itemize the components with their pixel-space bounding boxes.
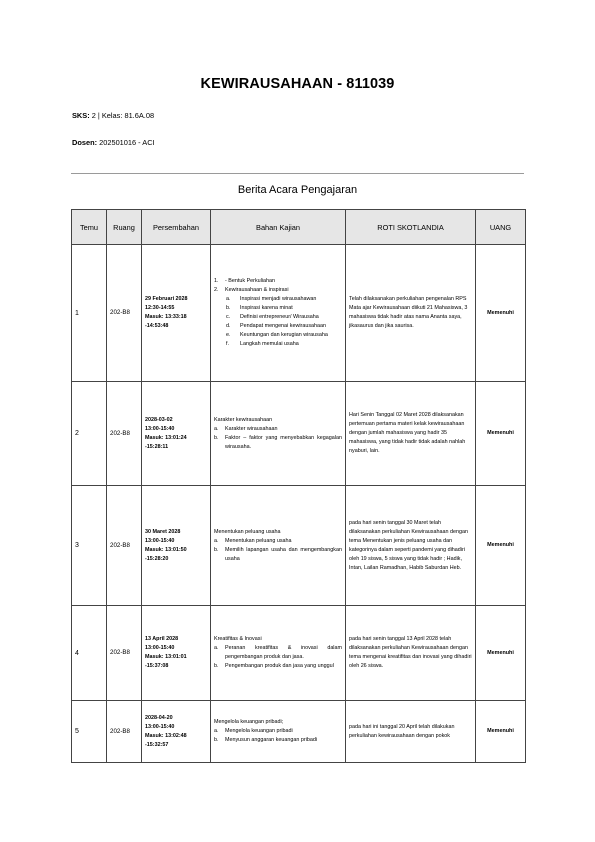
- bahan-item-marker: a.: [226, 296, 231, 302]
- bahan-item-text: Definisi entrepreneur/ Wirausaha: [240, 314, 319, 320]
- persembahan-line: 13:00-15:40: [145, 645, 175, 651]
- persembahan-line: 13:00-15:40: [145, 723, 175, 730]
- bahan-item: [214, 286, 342, 295]
- bahan-item-marker: 1.: [214, 278, 219, 284]
- sks-label: SKS:: [72, 111, 90, 120]
- bahan-item-text: Karakter wirausahaan: [225, 425, 278, 432]
- cell-uang: Memenuhi: [476, 382, 526, 486]
- bahan-item-marker: a.: [214, 728, 219, 734]
- bahan-item-marker: f.: [226, 341, 229, 347]
- cell-bahan-kajian: [211, 382, 346, 486]
- cell-ruang: 202-B8: [107, 606, 142, 701]
- cell-roti-skotlandia: pada hari ini tanggal 20 April telah dilakukan perkuliahan kewirausahaan dengan pokok: [346, 701, 476, 763]
- persembahan-line: -15:32:57: [145, 741, 169, 748]
- bahan-item-text: Pendapat mengenai kewirausahaan: [240, 323, 327, 329]
- persembahan-line: 30 Maret 2028: [145, 528, 181, 535]
- header-temu: Temu: [72, 210, 107, 245]
- cell-roti-skotlandia: Hari Senin Tanggal 02 Maret 2028 dilaksanakan pertemuan pertama materi kelak kewirausahaan dengan jumlah mahasiswa yang hadir 35 mahasiswa, yang tidak hadir tidak adalah nahlah nyaburi, lain.: [346, 382, 476, 486]
- persembahan-line: -14:53:48: [145, 323, 169, 329]
- bahan-item-marker: a.: [214, 645, 219, 651]
- bahan-item-marker: b.: [214, 737, 219, 743]
- bahan-item-marker: b.: [214, 434, 219, 441]
- cell-temu: 5: [72, 701, 107, 763]
- table-header-row: [72, 210, 526, 245]
- bahan-item-text: Pengembangan produk dan jasa yang unggul: [225, 663, 334, 669]
- persembahan-line: 13 April 2028: [145, 636, 179, 642]
- bahan-item-text: Inspirasi karena minat: [240, 305, 293, 311]
- cell-persembahan: [142, 606, 211, 701]
- cell-temu: 4: [72, 606, 107, 701]
- cell-persembahan: [142, 701, 211, 763]
- bahan-item-text: Mengelola keuangan pribadi: [225, 728, 293, 734]
- cell-ruang: 202-B8: [107, 486, 142, 606]
- bahan-item-marker: 2.: [214, 287, 219, 293]
- header-bahan-kajian: Bahan Kajian: [211, 210, 346, 245]
- dosen-label: Dosen:: [72, 138, 98, 147]
- table-row: [72, 382, 526, 486]
- cell-ruang: 202-B8: [107, 701, 142, 763]
- cell-uang: Memenuhi: [476, 486, 526, 606]
- dosen-line: [72, 138, 155, 147]
- cell-uang: Memenuhi: [476, 701, 526, 763]
- bahan-item-marker: a.: [214, 537, 219, 544]
- cell-roti-skotlandia: Telah dilaksanakan perkuliahan pengenalan RPS Mata ajar Kewirausahaan diikuti 21 Mahasiswa, 3 mahasiswa tidak hadir atas nama Ananta saya, jikasaurus dan jika saurisa.: [346, 245, 476, 382]
- bahan-item-marker: b.: [226, 305, 231, 311]
- table-row: [72, 486, 526, 606]
- persembahan-line: 2028-04-20: [145, 714, 173, 721]
- bahan-list: [214, 425, 342, 452]
- bahan-item: [214, 546, 342, 564]
- divider: [71, 173, 524, 174]
- sks-value: 2 | Kelas: 81.6A.08: [91, 111, 155, 120]
- cell-uang: Memenuhi: [476, 606, 526, 701]
- cell-bahan-kajian: [211, 486, 346, 606]
- teaching-log-table: [71, 209, 526, 763]
- cell-bahan-kajian: [211, 701, 346, 763]
- bahan-item: [214, 434, 342, 452]
- dosen-value: 202501016 - ACI: [99, 138, 155, 147]
- bahan-lead: Mengelola keuangan pribadi;: [214, 719, 284, 725]
- bahan-item: [214, 727, 342, 736]
- bahan-item-marker: d.: [226, 323, 231, 329]
- persembahan-line: -15:37:08: [145, 663, 169, 669]
- cell-temu: 2: [72, 382, 107, 486]
- bahan-item-text: Langkah memulai usaha: [240, 341, 299, 347]
- header-persembahan: Persembahan: [142, 210, 211, 245]
- bahan-item: [214, 277, 342, 286]
- cell-ruang: 202-B8: [107, 245, 142, 382]
- cell-bahan-kajian: [211, 245, 346, 382]
- bahan-lead: Menentukan peluang usaha: [214, 528, 281, 535]
- table-row: [72, 245, 526, 382]
- persembahan-line: -15:28:20: [145, 555, 169, 562]
- persembahan-line: Masuk: 13:01:01: [145, 654, 187, 660]
- cell-roti-skotlandia: pada hari senin tanggal 30 Maret telah dilaksanakan perkuliahan Kewirausahaan dengan tema Menentukan jenis peluang usaha dan kategorinya dalam seperti pandemi yang dihadiri oleh 19 siswa, 5 siswa yang tidak hadir ; Hadik, Intan, Lailan Ramadhan, Habib Saburdan Heb.: [346, 486, 476, 606]
- bahan-item: [214, 322, 342, 331]
- bahan-item: [214, 313, 342, 322]
- section-title: Berita Acara Pengajaran: [237, 184, 358, 196]
- bahan-item-marker: c.: [226, 314, 231, 320]
- bahan-item: [214, 295, 342, 304]
- bahan-item-text: Menyusun anggaran keuangan pribadi: [225, 737, 318, 743]
- cell-persembahan: [142, 486, 211, 606]
- bahan-list: [214, 727, 342, 745]
- bahan-item: [214, 331, 342, 340]
- cell-persembahan: [142, 245, 211, 382]
- course-title: KEWIRAUSAHAAN - 811039: [200, 76, 395, 92]
- bahan-lead: Karakter kewirausahaan: [214, 416, 273, 423]
- table-row: [72, 701, 526, 763]
- bahan-item-text: - Bentuk Perkuliahan: [225, 278, 276, 284]
- bahan-item-text: Keuntungan dan kerugian wirausaha: [240, 332, 328, 338]
- bahan-item-text: Peranan kreatifitas & inovasi dalam pengembangan produk dan jasa.: [225, 645, 342, 660]
- bahan-item: [214, 537, 342, 546]
- persembahan-line: 13:00-15:40: [145, 537, 175, 544]
- cell-roti-skotlandia: pada hari senin tanggal 13 April 2028 telah dilaksanakan perkuliahan Kewirausahaan dengan tema mengenai kreatifitas dan inovasi yang dihadiri oleh 26 siswa.: [346, 606, 476, 701]
- bahan-item-marker: e.: [226, 332, 231, 338]
- bahan-list: [214, 277, 342, 349]
- persembahan-line: Masuk: 13:01:24: [145, 434, 187, 441]
- bahan-lead: Kreatifitas & Inovasi: [214, 636, 262, 642]
- table-row: [72, 606, 526, 701]
- bahan-item: [214, 736, 342, 745]
- cell-temu: 3: [72, 486, 107, 606]
- persembahan-line: 2028-03-02: [145, 416, 173, 423]
- persembahan-line: 13:00-15:40: [145, 425, 175, 432]
- persembahan-line: 29 Februari 2028: [145, 296, 188, 302]
- bahan-item-text: Faktor – faktor yang menyebabkan kegagalan wirausaha.: [225, 434, 342, 450]
- header-ruang: Ruang: [107, 210, 142, 245]
- bahan-item-text: Menentukan peluang usaha: [225, 537, 292, 544]
- bahan-item-marker: a.: [214, 425, 219, 432]
- bahan-item-marker: b.: [214, 546, 219, 553]
- bahan-item: [214, 662, 342, 671]
- bahan-item: [214, 340, 342, 349]
- bahan-item: [214, 644, 342, 662]
- bahan-item-text: Inspirasi menjadi wirausahawan: [240, 296, 317, 302]
- bahan-item: [214, 304, 342, 313]
- persembahan-line: Masuk: 13:02:48: [145, 732, 187, 739]
- header-uang: UANG: [476, 210, 526, 245]
- cell-uang: Memenuhi: [476, 245, 526, 382]
- header-roti-skotlandia: ROTI SKOTLANDIA: [346, 210, 476, 245]
- cell-persembahan: [142, 382, 211, 486]
- bahan-item-text: Memilih lapangan usaha dan mengembangkan usaha: [225, 546, 342, 562]
- sks-line: [72, 111, 154, 120]
- persembahan-line: Masuk: 13:33:18: [145, 314, 187, 320]
- bahan-list: [214, 644, 342, 671]
- persembahan-line: -15:28:11: [145, 443, 169, 450]
- cell-bahan-kajian: [211, 606, 346, 701]
- bahan-item-marker: b.: [214, 663, 219, 669]
- cell-temu: 1: [72, 245, 107, 382]
- persembahan-line: Masuk: 13:01:50: [145, 546, 187, 553]
- cell-ruang: 202-B8: [107, 382, 142, 486]
- bahan-item-text: Kewirausahaan & inspirasi: [225, 287, 289, 293]
- persembahan-line: 12:30-14:55: [145, 305, 175, 311]
- bahan-item: [214, 425, 342, 434]
- bahan-list: [214, 537, 342, 564]
